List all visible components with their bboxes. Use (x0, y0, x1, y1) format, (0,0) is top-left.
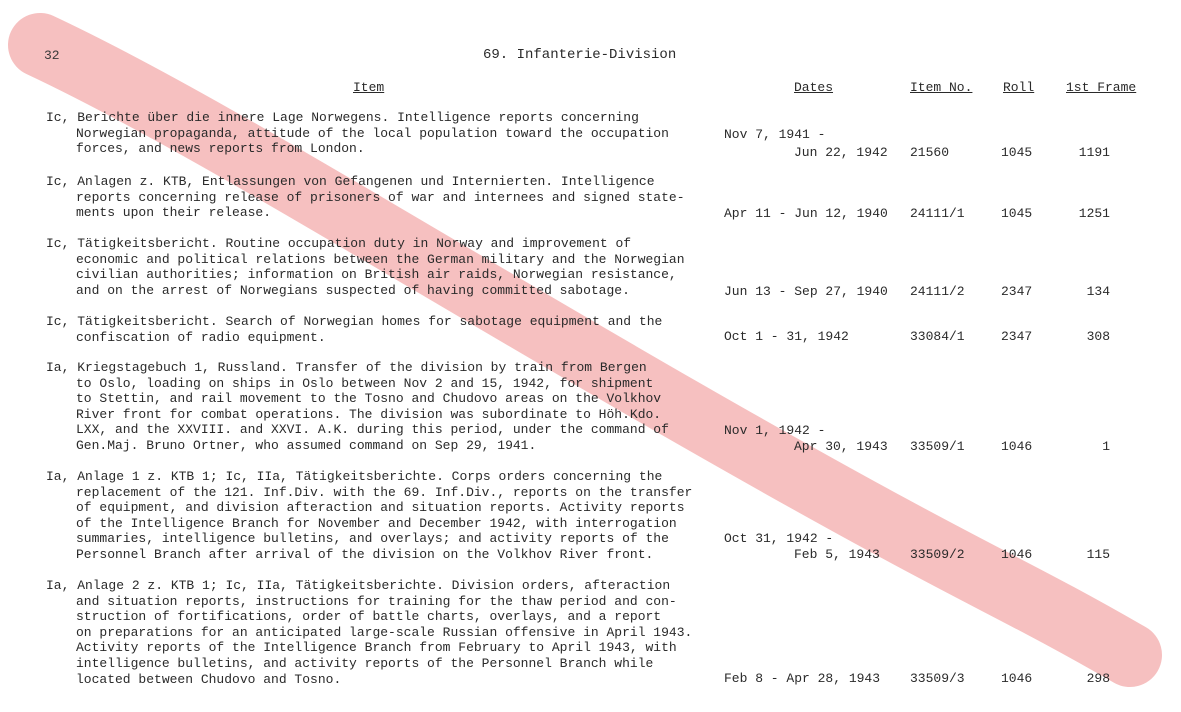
entry-roll: 2347 (1001, 329, 1033, 344)
entry-item-no: 33509/1 (910, 439, 965, 454)
entry-code: Ic, (46, 236, 70, 251)
entry-description (46, 174, 696, 221)
entry-roll: 2347 (1001, 284, 1033, 299)
column-header-roll: Roll (1003, 80, 1035, 95)
entry-dates-end: Apr 30, 1943 (794, 439, 888, 454)
entry-dates: Jun 13 - Sep 27, 1940 (724, 284, 888, 299)
entry-roll: 1046 (1001, 439, 1033, 454)
entry-frame: 308 (1086, 329, 1110, 344)
entry-frame: 298 (1086, 671, 1110, 686)
entry-description (46, 236, 696, 298)
entry-code: Ic, (46, 174, 70, 189)
entry-dates-start: Nov 7, 1941 - (724, 127, 826, 142)
entry-roll: 1045 (1001, 206, 1033, 221)
page-number: 32 (44, 48, 60, 63)
entry-item-no: 33509/2 (910, 547, 965, 562)
entry-item-no: 33084/1 (910, 329, 965, 344)
entry-frame: 115 (1086, 547, 1110, 562)
entry-text: Tätigkeitsbericht. Routine occupation duty in Norway and improvement of economic and political relations between the German military and the Norwegian civilian authorities; information on British air raids, Norwegian resistance, and on the arrest of Norwegians suspected of having committed sabotage. (76, 236, 685, 298)
entry-description (46, 469, 696, 563)
entry-description (46, 578, 696, 687)
entry-text: Anlage 1 z. KTB 1; Ic, IIa, Tätigkeitsberichte. Corps orders concerning the replacement of the 121. Inf.Div. with the 69. Inf.Div., reports on the transfer of equipment, and division afteraction and situation reports. Activity reports of the Intelligence Branch for November and December 1942, with interrogation summaries, intelligence bulletins, and overlays; and activity reports of the Personnel Branch after arrival of the division on the Volkhov River front. (76, 469, 693, 562)
entry-dates-end: Feb 5, 1943 (794, 547, 880, 562)
entry-code: Ic, (46, 314, 70, 329)
entry-item-no: 21560 (910, 145, 950, 160)
entry-dates: Apr 11 - Jun 12, 1940 (724, 206, 888, 221)
entry-code: Ia, (46, 469, 70, 484)
entry-text: Kriegstagebuch 1, Russland. Transfer of the division by train from Bergen to Oslo, loading on ships in Oslo between Nov 2 and 15, 1942, for shipment to Stettin, and rail movement to the Tosno and Chudovo areas on the Volkhov River front for combat operations. The division was subordinate to Höh.Kdo. LXX, and the XXVIII. and XXVI. A.K. during this period, under the command of Gen.Maj. Bruno Ortner, who assumed command on Sep 29, 1941. (76, 360, 669, 453)
entry-code: Ia, (46, 578, 70, 593)
entry-roll: 1046 (1001, 547, 1033, 562)
entry-text: Berichte über die innere Lage Norwegens. Intelligence reports concerning Norwegian propaganda, attitude of the local population toward the occupation forces, and news reports from London. (76, 110, 669, 157)
entry-dates: Feb 8 - Apr 28, 1943 (724, 671, 881, 686)
entry-dates-start: Oct 31, 1942 - (724, 531, 834, 546)
entry-dates-end: Jun 22, 1942 (794, 145, 888, 160)
column-header-first-frame: 1st Frame (1066, 80, 1137, 95)
entry-description (46, 110, 696, 157)
entry-dates-start: Nov 1, 1942 - (724, 423, 826, 438)
entry-roll: 1045 (1001, 145, 1033, 160)
entry-frame: 134 (1086, 284, 1110, 299)
entry-item-no: 24111/1 (910, 206, 965, 221)
entry-description (46, 360, 696, 454)
entry-item-no: 24111/2 (910, 284, 965, 299)
entry-dates: Oct 1 - 31, 1942 (724, 329, 849, 344)
column-header-dates: Dates (794, 80, 834, 95)
entry-frame: 1191 (1078, 145, 1110, 160)
entry-text: Tätigkeitsbericht. Search of Norwegian homes for sabotage equipment and the confiscation of radio equipment. (76, 314, 663, 345)
entry-text: Anlagen z. KTB, Entlassungen von Gefangenen und Internierten. Intelligence reports concerning release of prisoners of war and internees and signed state- ments upon their release. (76, 174, 685, 221)
column-header-item: Item (353, 80, 385, 95)
page-title: 69. Infanterie-Division (483, 47, 677, 63)
column-header-item-no: Item No. (910, 80, 973, 95)
entry-description (46, 314, 696, 345)
entry-code: Ia, (46, 360, 70, 375)
entry-roll: 1046 (1001, 671, 1033, 686)
entry-item-no: 33509/3 (910, 671, 965, 686)
entry-frame: 1251 (1078, 206, 1110, 221)
entry-text: Anlage 2 z. KTB 1; Ic, IIa, Tätigkeitsberichte. Division orders, afteraction and situation reports, instructions for training for the thaw period and con- struction of fortifications, order of battle charts, overlays, and a report on preparations for an anticipated large-scale Russian offensive in April 1943. Activity reports of the Intelligence Branch from February to April 1943, with intelligence bulletins, and activity reports of the Personnel Branch while located between Chudovo and Tosno. (76, 578, 693, 687)
entry-frame: 1 (1102, 439, 1110, 454)
entry-code: Ic, (46, 110, 70, 125)
